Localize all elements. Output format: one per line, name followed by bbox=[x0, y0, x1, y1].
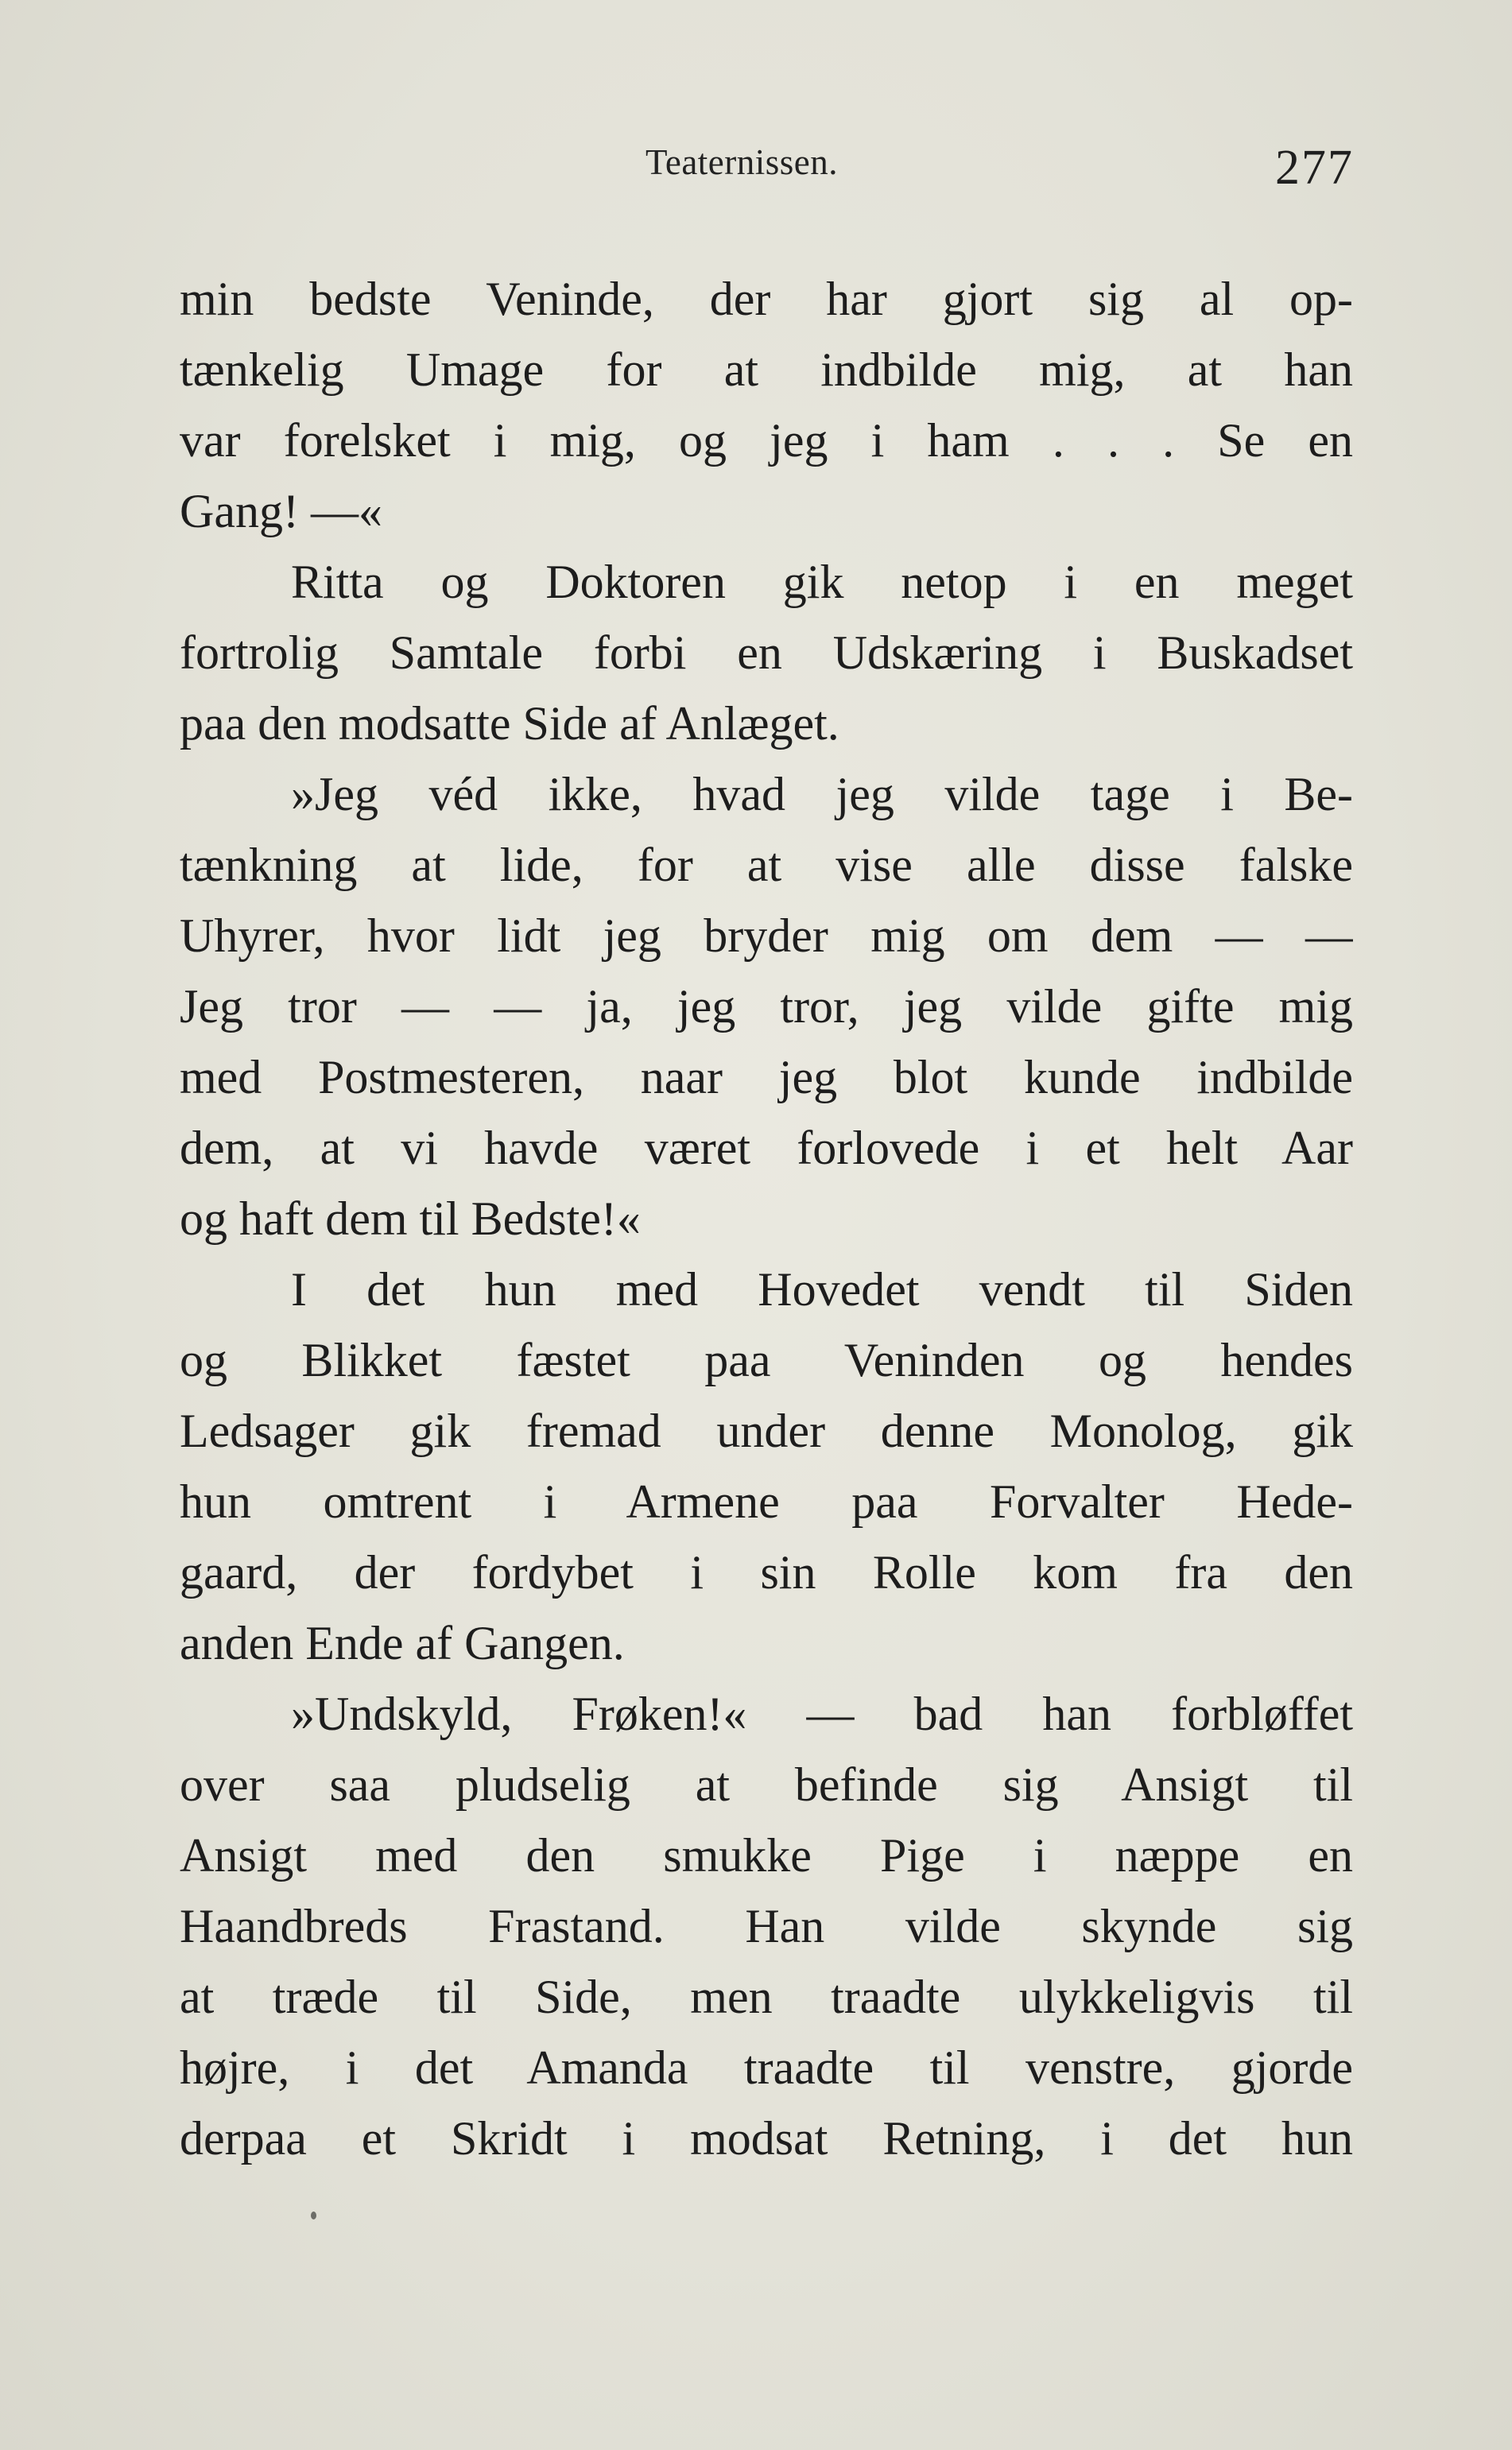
text-line: at træde til Side, men traadte ulykkeligvis til bbox=[180, 1971, 1353, 2023]
text-line: og Blikket fæstet paa Veninden og hendes bbox=[180, 1334, 1353, 1386]
text-line: min bedste Veninde, der har gjort sig al op- bbox=[180, 273, 1353, 325]
text-line: Jeg tror — — ja, jeg tror, jeg vilde gifte mig bbox=[180, 980, 1353, 1033]
text-line: dem, at vi havde været forlovede i et helt Aar bbox=[180, 1122, 1353, 1174]
page-number: 277 bbox=[1275, 141, 1354, 195]
text-line: med Postmesteren, naar jeg blot kunde indbilde bbox=[180, 1051, 1353, 1103]
text-line: Ritta og Doktoren gik netop i en meget bbox=[291, 556, 1353, 608]
text-line: og haft dem til Bedste!« bbox=[180, 1192, 641, 1245]
text-line: var forelsket i mig, og jeg i ham . . . Se en bbox=[180, 414, 1353, 467]
text-line: gaard, der fordybet i sin Rolle kom fra den bbox=[180, 1546, 1353, 1599]
ink-speck bbox=[311, 2212, 316, 2219]
text-line: »Undskyld, Frøken!« — bad han forbløffet bbox=[291, 1688, 1353, 1740]
text-line: derpaa et Skridt i modsat Retning, i det hun bbox=[180, 2112, 1353, 2165]
text-line: Uhyrer, hvor lidt jeg bryder mig om dem — — bbox=[180, 909, 1353, 962]
body-text bbox=[180, 264, 1353, 2174]
text-line: Gang! —« bbox=[180, 485, 382, 537]
text-line: over saa pludselig at befinde sig Ansigt til bbox=[180, 1758, 1353, 1811]
text-line: hun omtrent i Armene paa Forvalter Hede- bbox=[180, 1475, 1353, 1528]
text-line: Ledsager gik fremad under denne Monolog, gik bbox=[180, 1405, 1353, 1457]
text-line: tænkelig Umage for at indbilde mig, at han bbox=[180, 343, 1353, 396]
text-line: anden Ende af Gangen. bbox=[180, 1617, 625, 1669]
text-line: højre, i det Amanda traadte til venstre, gjorde bbox=[180, 2041, 1353, 2094]
text-line: »Jeg véd ikke, hvad jeg vilde tage i Be- bbox=[291, 768, 1353, 820]
text-line: paa den modsatte Side af Anlæget. bbox=[180, 697, 839, 750]
text-line: Ansigt med den smukke Pige i næppe en bbox=[180, 1829, 1353, 1882]
text-line: fortrolig Samtale forbi en Udskæring i Buskadset bbox=[180, 626, 1353, 679]
text-line: Haandbreds Frastand. Han vilde skynde sig bbox=[180, 1900, 1353, 1952]
running-title: Teaternissen. bbox=[646, 142, 839, 182]
text-line: I det hun med Hovedet vendt til Siden bbox=[291, 1263, 1353, 1316]
text-line: tænkning at lide, for at vise alle disse falske bbox=[180, 839, 1353, 891]
